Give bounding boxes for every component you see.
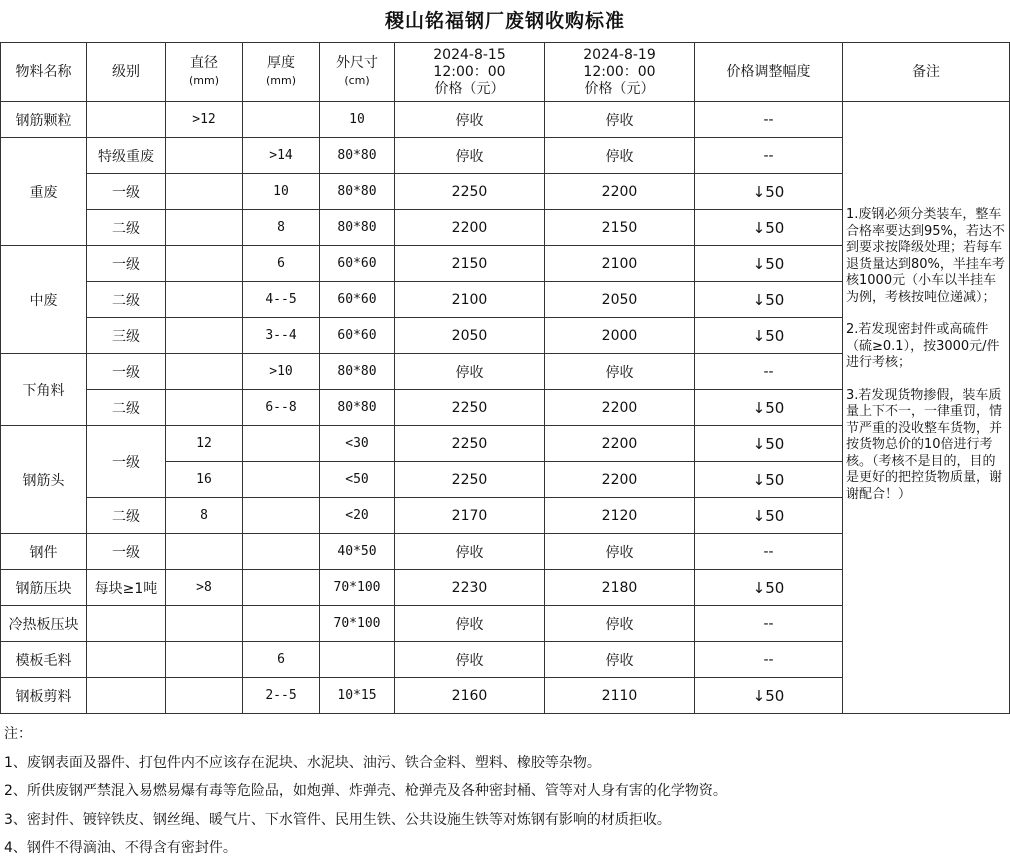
price1-cell: 停收: [395, 138, 545, 174]
header-name: 物料名称: [1, 43, 87, 102]
remarks-cell: [843, 102, 1010, 714]
diameter-cell: [166, 642, 243, 678]
material-name: 重废: [1, 138, 87, 246]
remark-item: 2.若发现密封件或高硫件（硫≥0.1），按3000元/件进行考核；: [846, 322, 1000, 370]
price2-cell: 停收: [545, 102, 695, 138]
header-grade: 级别: [87, 43, 166, 102]
adjust-cell: --: [695, 138, 843, 174]
diameter-cell: [166, 534, 243, 570]
price2-cell: 2110: [545, 678, 695, 714]
thickness-cell: [243, 570, 320, 606]
size-cell: 80*80: [320, 354, 395, 390]
price1-cell: 2250: [395, 174, 545, 210]
thickness-cell: 8: [243, 210, 320, 246]
diameter-cell: [166, 210, 243, 246]
material-name: 钢筋颗粒: [1, 102, 87, 138]
price2-cell: 停收: [545, 354, 695, 390]
size-cell: 60*60: [320, 246, 395, 282]
price1-cell: 2150: [395, 246, 545, 282]
diameter-cell: [166, 318, 243, 354]
adjust-cell: ↓50: [695, 210, 843, 246]
grade-cell: [87, 678, 166, 714]
price1-cell: 2250: [395, 426, 545, 462]
grade-cell: 一级: [87, 174, 166, 210]
thickness-cell: [243, 606, 320, 642]
price2-cell: 2200: [545, 174, 695, 210]
price1-cell: 2250: [395, 462, 545, 498]
grade-cell: 一级: [87, 246, 166, 282]
size-cell: 40*50: [320, 534, 395, 570]
adjust-cell: --: [695, 534, 843, 570]
size-cell: 10*15: [320, 678, 395, 714]
size-cell: <30: [320, 426, 395, 462]
material-name: 中废: [1, 246, 87, 354]
header-outer-size: 外尺寸 (cm): [320, 43, 395, 102]
material-name: 钢板剪料: [1, 678, 87, 714]
diameter-cell: [166, 174, 243, 210]
material-name: 下角料: [1, 354, 87, 426]
note-item: 4、钢件不得滴油、不得含有密封件。: [4, 840, 237, 856]
note-item: 1、废钢表面及器件、打包件内不应该存在泥块、水泥块、油污、铁合金料、塑料、橡胶等杂物。: [4, 754, 601, 771]
price1-cell: 2170: [395, 498, 545, 534]
diameter-cell: [166, 246, 243, 282]
size-cell: <50: [320, 462, 395, 498]
grade-cell: [87, 102, 166, 138]
notes-label: 注：: [4, 726, 32, 742]
adjust-cell: --: [695, 642, 843, 678]
price1-cell: 停收: [395, 102, 545, 138]
thickness-cell: >10: [243, 354, 320, 390]
adjust-cell: ↓50: [695, 174, 843, 210]
adjust-cell: ↓50: [695, 570, 843, 606]
thickness-cell: [243, 534, 320, 570]
material-name: 钢件: [1, 534, 87, 570]
size-cell: 60*60: [320, 282, 395, 318]
grade-cell: 三级: [87, 318, 166, 354]
adjust-cell: ↓50: [695, 498, 843, 534]
adjust-cell: ↓50: [695, 282, 843, 318]
adjust-cell: ↓50: [695, 246, 843, 282]
adjust-cell: --: [695, 354, 843, 390]
price1-cell: 停收: [395, 642, 545, 678]
thickness-cell: 3--4: [243, 318, 320, 354]
price2-cell: 2100: [545, 246, 695, 282]
diameter-cell: >8: [166, 570, 243, 606]
adjust-cell: --: [695, 606, 843, 642]
grade-cell: 二级: [87, 390, 166, 426]
remark-item: 1.废钢必须分类装车，整车合格率要达到95%，若达不到要求按降级处理；若每车退货量达到80%，半挂车考核1000元（小车以半挂车为例，考核按吨位递减）；: [846, 207, 1005, 305]
price2-cell: 2200: [545, 426, 695, 462]
material-name: 模板毛料: [1, 642, 87, 678]
price2-cell: 2120: [545, 498, 695, 534]
price2-cell: 2200: [545, 390, 695, 426]
price2-cell: 停收: [545, 606, 695, 642]
header-remark: 备注: [843, 43, 1010, 102]
thickness-cell: [243, 462, 320, 498]
price2-cell: 2050: [545, 282, 695, 318]
note-item: 2、所供废钢严禁混入易燃易爆有毒等危险品，如炮弹、炸弹壳、枪弹壳及各种密封桶、管等对人身有害的化学物资。: [4, 783, 727, 799]
adjust-cell: ↓50: [695, 390, 843, 426]
header-thickness: 厚度 (mm): [243, 43, 320, 102]
thickness-cell: 10: [243, 174, 320, 210]
diameter-cell: 12: [166, 426, 243, 462]
size-cell: 10: [320, 102, 395, 138]
adjust-cell: ↓50: [695, 678, 843, 714]
material-name: 冷热板压块: [1, 606, 87, 642]
price1-cell: 2200: [395, 210, 545, 246]
price1-cell: 停收: [395, 534, 545, 570]
thickness-cell: [243, 426, 320, 462]
thickness-cell: [243, 498, 320, 534]
price2-cell: 2150: [545, 210, 695, 246]
size-cell: 80*80: [320, 138, 395, 174]
price2-cell: 停收: [545, 534, 695, 570]
price1-cell: 2250: [395, 390, 545, 426]
thickness-cell: [243, 102, 320, 138]
thickness-cell: 2--5: [243, 678, 320, 714]
price1-cell: 2230: [395, 570, 545, 606]
price2-cell: 停收: [545, 138, 695, 174]
header-price-2: 2024-8-19 12:00：00 价格（元）: [545, 43, 695, 102]
diameter-cell: 8: [166, 498, 243, 534]
material-name: 钢筋压块: [1, 570, 87, 606]
remark-item: 3.若发现货物掺假，装车质量上下不一，一律重罚，情节严重的没收整车货物，并按货物总价的10倍进行考核。（考核不是目的，目的是更好的把控货物质量，谢谢配合！）: [846, 387, 1003, 502]
header-adjust: 价格调整幅度: [695, 43, 843, 102]
table-row: [1, 102, 1010, 138]
page-title: 稷山铭福钢厂废钢收购标准: [384, 10, 625, 32]
thickness-cell: >14: [243, 138, 320, 174]
diameter-cell: [166, 138, 243, 174]
adjust-cell: ↓50: [695, 318, 843, 354]
price-table: [0, 42, 1010, 714]
grade-cell: 二级: [87, 498, 166, 534]
price1-cell: 停收: [395, 354, 545, 390]
adjust-cell: --: [695, 102, 843, 138]
header-row: [1, 43, 1010, 102]
price2-cell: 2200: [545, 462, 695, 498]
grade-cell: [87, 606, 166, 642]
thickness-cell: 6--8: [243, 390, 320, 426]
thickness-cell: 6: [243, 246, 320, 282]
price1-cell: 2100: [395, 282, 545, 318]
grade-cell: 特级重废: [87, 138, 166, 174]
size-cell: [320, 642, 395, 678]
grade-cell: 二级: [87, 282, 166, 318]
diameter-cell: >12: [166, 102, 243, 138]
diameter-cell: [166, 390, 243, 426]
diameter-cell: [166, 606, 243, 642]
size-cell: 60*60: [320, 318, 395, 354]
thickness-cell: 4--5: [243, 282, 320, 318]
size-cell: 80*80: [320, 174, 395, 210]
diameter-cell: [166, 354, 243, 390]
size-cell: 70*100: [320, 570, 395, 606]
price1-cell: 2050: [395, 318, 545, 354]
grade-cell: [87, 642, 166, 678]
header-price-1: 2024-8-15 12:00：00 价格（元）: [395, 43, 545, 102]
grade-cell: 一级: [87, 534, 166, 570]
note-item: 3、密封件、镀锌铁皮、钢丝绳、暖气片、下水管件、民用生铁、公共设施生铁等对炼钢有影响的材质拒收。: [4, 811, 671, 828]
diameter-cell: [166, 678, 243, 714]
adjust-cell: ↓50: [695, 426, 843, 462]
notes-section: [0, 714, 1010, 863]
price1-cell: 停收: [395, 606, 545, 642]
grade-cell: 二级: [87, 210, 166, 246]
size-cell: 80*80: [320, 390, 395, 426]
grade-cell: 一级: [87, 354, 166, 390]
size-cell: <20: [320, 498, 395, 534]
size-cell: 80*80: [320, 210, 395, 246]
diameter-cell: [166, 282, 243, 318]
adjust-cell: ↓50: [695, 462, 843, 498]
grade-cell: 每块≥1吨: [87, 570, 166, 606]
grade-cell: 一级: [87, 426, 166, 498]
size-cell: 70*100: [320, 606, 395, 642]
header-diameter: 直径 (mm): [166, 43, 243, 102]
price2-cell: 2180: [545, 570, 695, 606]
thickness-cell: 6: [243, 642, 320, 678]
price2-cell: 停收: [545, 642, 695, 678]
price1-cell: 2160: [395, 678, 545, 714]
price2-cell: 2000: [545, 318, 695, 354]
material-name: 钢筋头: [1, 426, 87, 534]
diameter-cell: 16: [166, 462, 243, 498]
